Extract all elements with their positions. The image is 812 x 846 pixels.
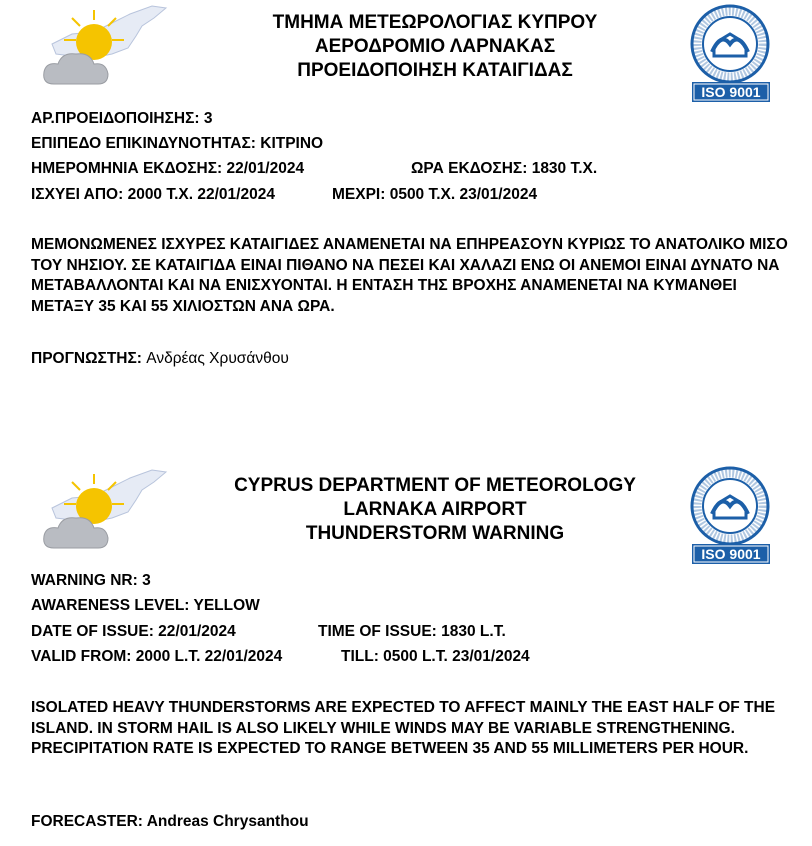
forecaster-name: Andreas Chrysanthou: [146, 813, 309, 830]
header-title-line2: LARNAKA AIRPORT: [343, 499, 527, 520]
valid-till: TILL: 0500 L.T. 23/01/2024: [341, 648, 530, 665]
header-title-line1: CYPRUS DEPARTMENT OF METEOROLOGY: [234, 475, 636, 496]
time-of-issue: TIME OF ISSUE: 1830 L.T.: [318, 623, 506, 640]
valid-till: ΜΕΧΡΙ: 0500 Τ.Χ. 23/01/2024: [332, 186, 538, 203]
iso-9001-icon: [680, 4, 780, 104]
forecaster-label: ΠΡΟΓΝΩΣΤΗΣ:: [31, 350, 142, 367]
date-of-issue: DATE OF ISSUE: 22/01/2024: [31, 623, 236, 640]
met-logo-icon: [32, 468, 172, 554]
valid-from: ΙΣΧΥΕΙ ΑΠΟ: 2000 Τ.Χ. 22/01/2024: [31, 186, 275, 203]
warning-number: ΑΡ.ΠΡΟΕΙΔΟΠΟΙΗΣΗΣ: 3: [31, 110, 213, 127]
header-title-line3: THUNDERSTORM WARNING: [305, 523, 565, 544]
forecaster-label: FORECASTER:: [31, 813, 143, 830]
awareness-level: ΕΠΙΠΕΔΟ ΕΠΙΚΙΝΔΥΝΟΤΗΤΑΣ: ΚΙΤΡΙΝΟ: [31, 135, 324, 152]
header-title-line3: ΠΡΟΕΙΔΟΠΟΙΗΣΗ ΚΑΤΑΙΓΙΔΑΣ: [297, 60, 573, 81]
forecaster: [31, 813, 309, 831]
date-of-issue: ΗΜΕΡΟΜΗΝΙΑ ΕΚΔΟΣΗΣ: 22/01/2024: [31, 160, 305, 177]
iso-label: ISO 9001: [701, 546, 761, 562]
warning-text: ΜΕΜΟΝΩΜΕΝΕΣ ΙΣΧΥΡΕΣ ΚΑΤΑΙΓΙΔΕΣ ΑΝΑΜΕΝΕΤΑΙ ΝΑ ΕΠΗΡΕΑΣΟΥΝ ΚΥΡΙΩΣ ΤΟ ΑΝΑΤΟΛΙΚΟ ΜΙΣΟ ΤΟΥ ΝΗΣΙΟΥ. ΣΕ ΚΑΤΑΙΓΙΔΑ ΕΙΝΑΙ ΠΙΘΑΝΟ ΝΑ ΠΕΣΕΙ ΚΑΙ ΧΑΛΑΖΙ ΕΝΩ ΟΙ ΑΝΕΜΟΙ ΕΙΝΑΙ ΔΥΝΑΤΟ ΝΑ ΜΕΤΑΒΑΛΛΟΝΤΑΙ ΚΑΙ ΝΑ ΕΝΙΣΧΥΟΝΤΑΙ. Η ΕΝΤΑΣΗ ΤΗΣ ΒΡΟΧΗΣ ΑΝΑΜΕΝΕΤΑΙ ΝΑ ΚΥΜΑΝΘΕΙ ΜΕΤΑΞΥ 35 ΚΑΙ 55 ΧΙΛΙΟΣΤΩΝ ΑΝΑ ΩΡΑ.: [31, 236, 788, 315]
header-title-line1: ΤΜΗΜΑ ΜΕΤΕΩΡΟΛΟΓΙΑΣ ΚΥΠΡΟΥ: [272, 12, 598, 33]
time-of-issue: ΩΡΑ ΕΚΔΟΣΗΣ: 1830 Τ.Χ.: [411, 160, 598, 177]
valid-from: VALID FROM: 2000 L.T. 22/01/2024: [31, 648, 283, 665]
forecaster: [31, 350, 289, 368]
iso-9001-icon: [680, 466, 780, 566]
awareness-level: AWARENESS LEVEL: YELLOW: [31, 597, 260, 614]
forecaster-name: Ανδρέας Χρυσάνθου: [146, 350, 289, 367]
header-title-line2: ΑΕΡΟΔΡΟΜΙΟ ΛΑΡΝΑΚΑΣ: [314, 36, 556, 57]
met-logo-icon: [32, 4, 172, 90]
iso-label: ISO 9001: [701, 84, 761, 100]
warning-number: WARNING NR: 3: [31, 572, 151, 589]
warning-text: ISOLATED HEAVY THUNDERSTORMS ARE EXPECTED TO AFFECT MAINLY THE EAST HALF OF THE ISLAND. IN STORM HAIL IS ALSO LIKELY WHILE WINDS MAY BE VARIABLE STRENGTHENING. PRECIPITATION RATE IS EXPECTED TO RANGE BETWEEN 35 AND 55 MILLIMETERS PER HOUR.: [31, 699, 776, 757]
